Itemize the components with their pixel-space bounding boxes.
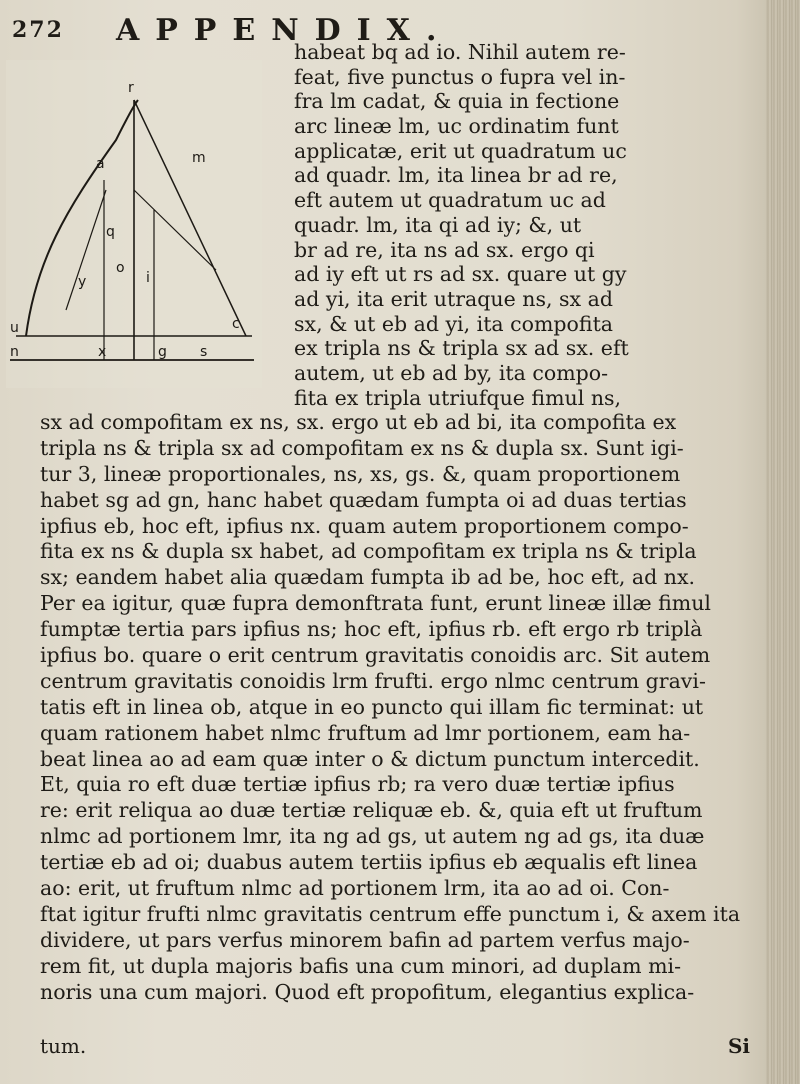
- figure-label-g: g: [158, 344, 167, 360]
- text-line: fita ex ns & dupla sx habet, ad compofitam ex tripla ns & tripla: [40, 539, 697, 564]
- main-text-block: [40, 410, 780, 1031]
- text-line: rem fit, ut dupla majoris bafis una cum minori, ad duplam mi-: [40, 953, 682, 978]
- text-line: sx ad compofitam ex ns, sx. ergo ut eb ad bi, ita compofita ex: [40, 410, 677, 434]
- catchword: tum.: [40, 1034, 87, 1058]
- text-line: dividere, ut pars verfus minorem bafin ad partem verfus majo-: [40, 927, 690, 952]
- figure-label-n: n: [10, 344, 19, 360]
- figure-label-y: y: [78, 274, 87, 290]
- text-line: [40, 1005, 780, 1031]
- page-number: 272: [12, 17, 64, 43]
- text-line: quam rationem habet nlmc fruftum ad lmr portionem, eam ha-: [40, 720, 691, 745]
- text-line: autem, ut eb ad by, ita compo-: [294, 360, 609, 385]
- figure-label-u: u: [10, 320, 19, 336]
- text-line: sx; eandem habet alia quædam fumpta ib ad be, hoc eft, ad nx.: [40, 565, 696, 590]
- text-line: applicatæ, erit ut quadratum uc: [294, 138, 627, 163]
- text-line: tatis eft in linea ob, atque in eo puncto qui illam fic terminat: ut: [40, 694, 704, 719]
- text-line: ftat igitur frufti nlmc gravitatis centrum effe punctum i, & axem ita: [40, 901, 741, 926]
- text-line: ipfius eb, hoc eft, ipfius nx. quam autem proportionem compo-: [40, 513, 689, 538]
- text-line: ad iy eft ut rs ad sx. quare ut gy: [294, 262, 627, 287]
- text-line: fra lm cadat, & quia in fectione: [294, 89, 620, 114]
- text-line: fumptæ tertia pars ipfius ns; hoc eft, ipfius rb. eft ergo rb triplà: [40, 617, 703, 642]
- figure-label-c: c: [232, 316, 240, 332]
- text-line: tripla ns & tripla sx ad compofitam ex ns & dupla sx. Sunt igi-: [40, 435, 684, 460]
- text-line: eft autem ut quadratum uc ad: [294, 188, 606, 213]
- text-line: nlmc ad portionem lmr, ita ng ad gs, ut autem ng ad gs, ita duæ: [40, 824, 705, 849]
- figure-label-m: m: [192, 150, 206, 166]
- text-line: tertiæ eb ad oi; duabus autem tertiis ipfius eb æqualis eft linea: [40, 850, 698, 875]
- figure-label-o: o: [116, 260, 125, 276]
- text-line: ad yi, ita erit utraque ns, sx ad: [294, 286, 613, 311]
- signature-mark: Si: [727, 1034, 750, 1058]
- figure-label-a: a: [96, 156, 105, 172]
- figure-label-q: q: [106, 224, 115, 240]
- text-line: noris una cum majori. Quod eft propofitum, elegantius explica-: [40, 979, 695, 1004]
- text-line: centrum gravitatis conoidis lrm frufti. ergo nlmc centrum gravi-: [40, 668, 706, 693]
- text-line: beat linea ao ad eam quæ inter o & dictum punctum intercedit.: [40, 746, 700, 771]
- running-head: APPENDIX.: [115, 12, 453, 48]
- text-line: ex tripla ns & tripla sx ad sx. eft: [294, 336, 629, 361]
- text-line: arc lineæ lm, uc ordinatim funt: [294, 114, 619, 139]
- text-line: quadr. lm, ita qi ad iy; &, ut: [294, 212, 582, 237]
- text-line: habet sg ad gn, hanc habet quædam fumpta oi ad duas tertias: [40, 487, 687, 512]
- geometric-figure: [6, 60, 262, 388]
- text-line: br ad re, ita ns ad sx. ergo qi: [294, 237, 595, 262]
- text-line: Per ea igitur, quæ fupra demonftrata funt, erunt lineæ illæ fimul: [40, 591, 711, 616]
- figure-label-r: r: [128, 80, 134, 96]
- page-footer: [40, 1034, 780, 1060]
- text-line: Et, quia ro eft duæ tertiæ ipfius rb; ra vero duæ tertiæ ipfius: [40, 772, 675, 797]
- text-line: ipfius bo. quare o erit centrum gravitatis conoidis arc. Sit autem: [40, 643, 711, 668]
- text-line: feat, five punctus o fupra vel in-: [294, 64, 626, 89]
- side-text-column: [294, 40, 784, 435]
- text-line: fita ex tripla utriufque fimul ns,: [294, 385, 622, 410]
- text-line: tur 3, lineæ proportionales, ns, xs, gs. &, quam proportionem: [40, 461, 681, 486]
- figure-label-x: x: [98, 344, 107, 360]
- text-line: sx, & ut eb ad yi, ita compofita: [294, 311, 614, 336]
- text-line: ad quadr. lm, ita linea br ad re,: [294, 163, 618, 188]
- text-line: re: erit reliqua ao duæ tertiæ reliquæ eb. &, quia eft ut fruftum: [40, 798, 703, 823]
- text-line: ao: erit, ut fruftum nlmc ad portionem lrm, ita ao ad oi. Con-: [40, 876, 670, 901]
- figure-label-s: s: [200, 344, 208, 360]
- figure-label-i: i: [146, 270, 150, 286]
- text-line: habeat bq ad io. Nihil autem re-: [294, 40, 626, 64]
